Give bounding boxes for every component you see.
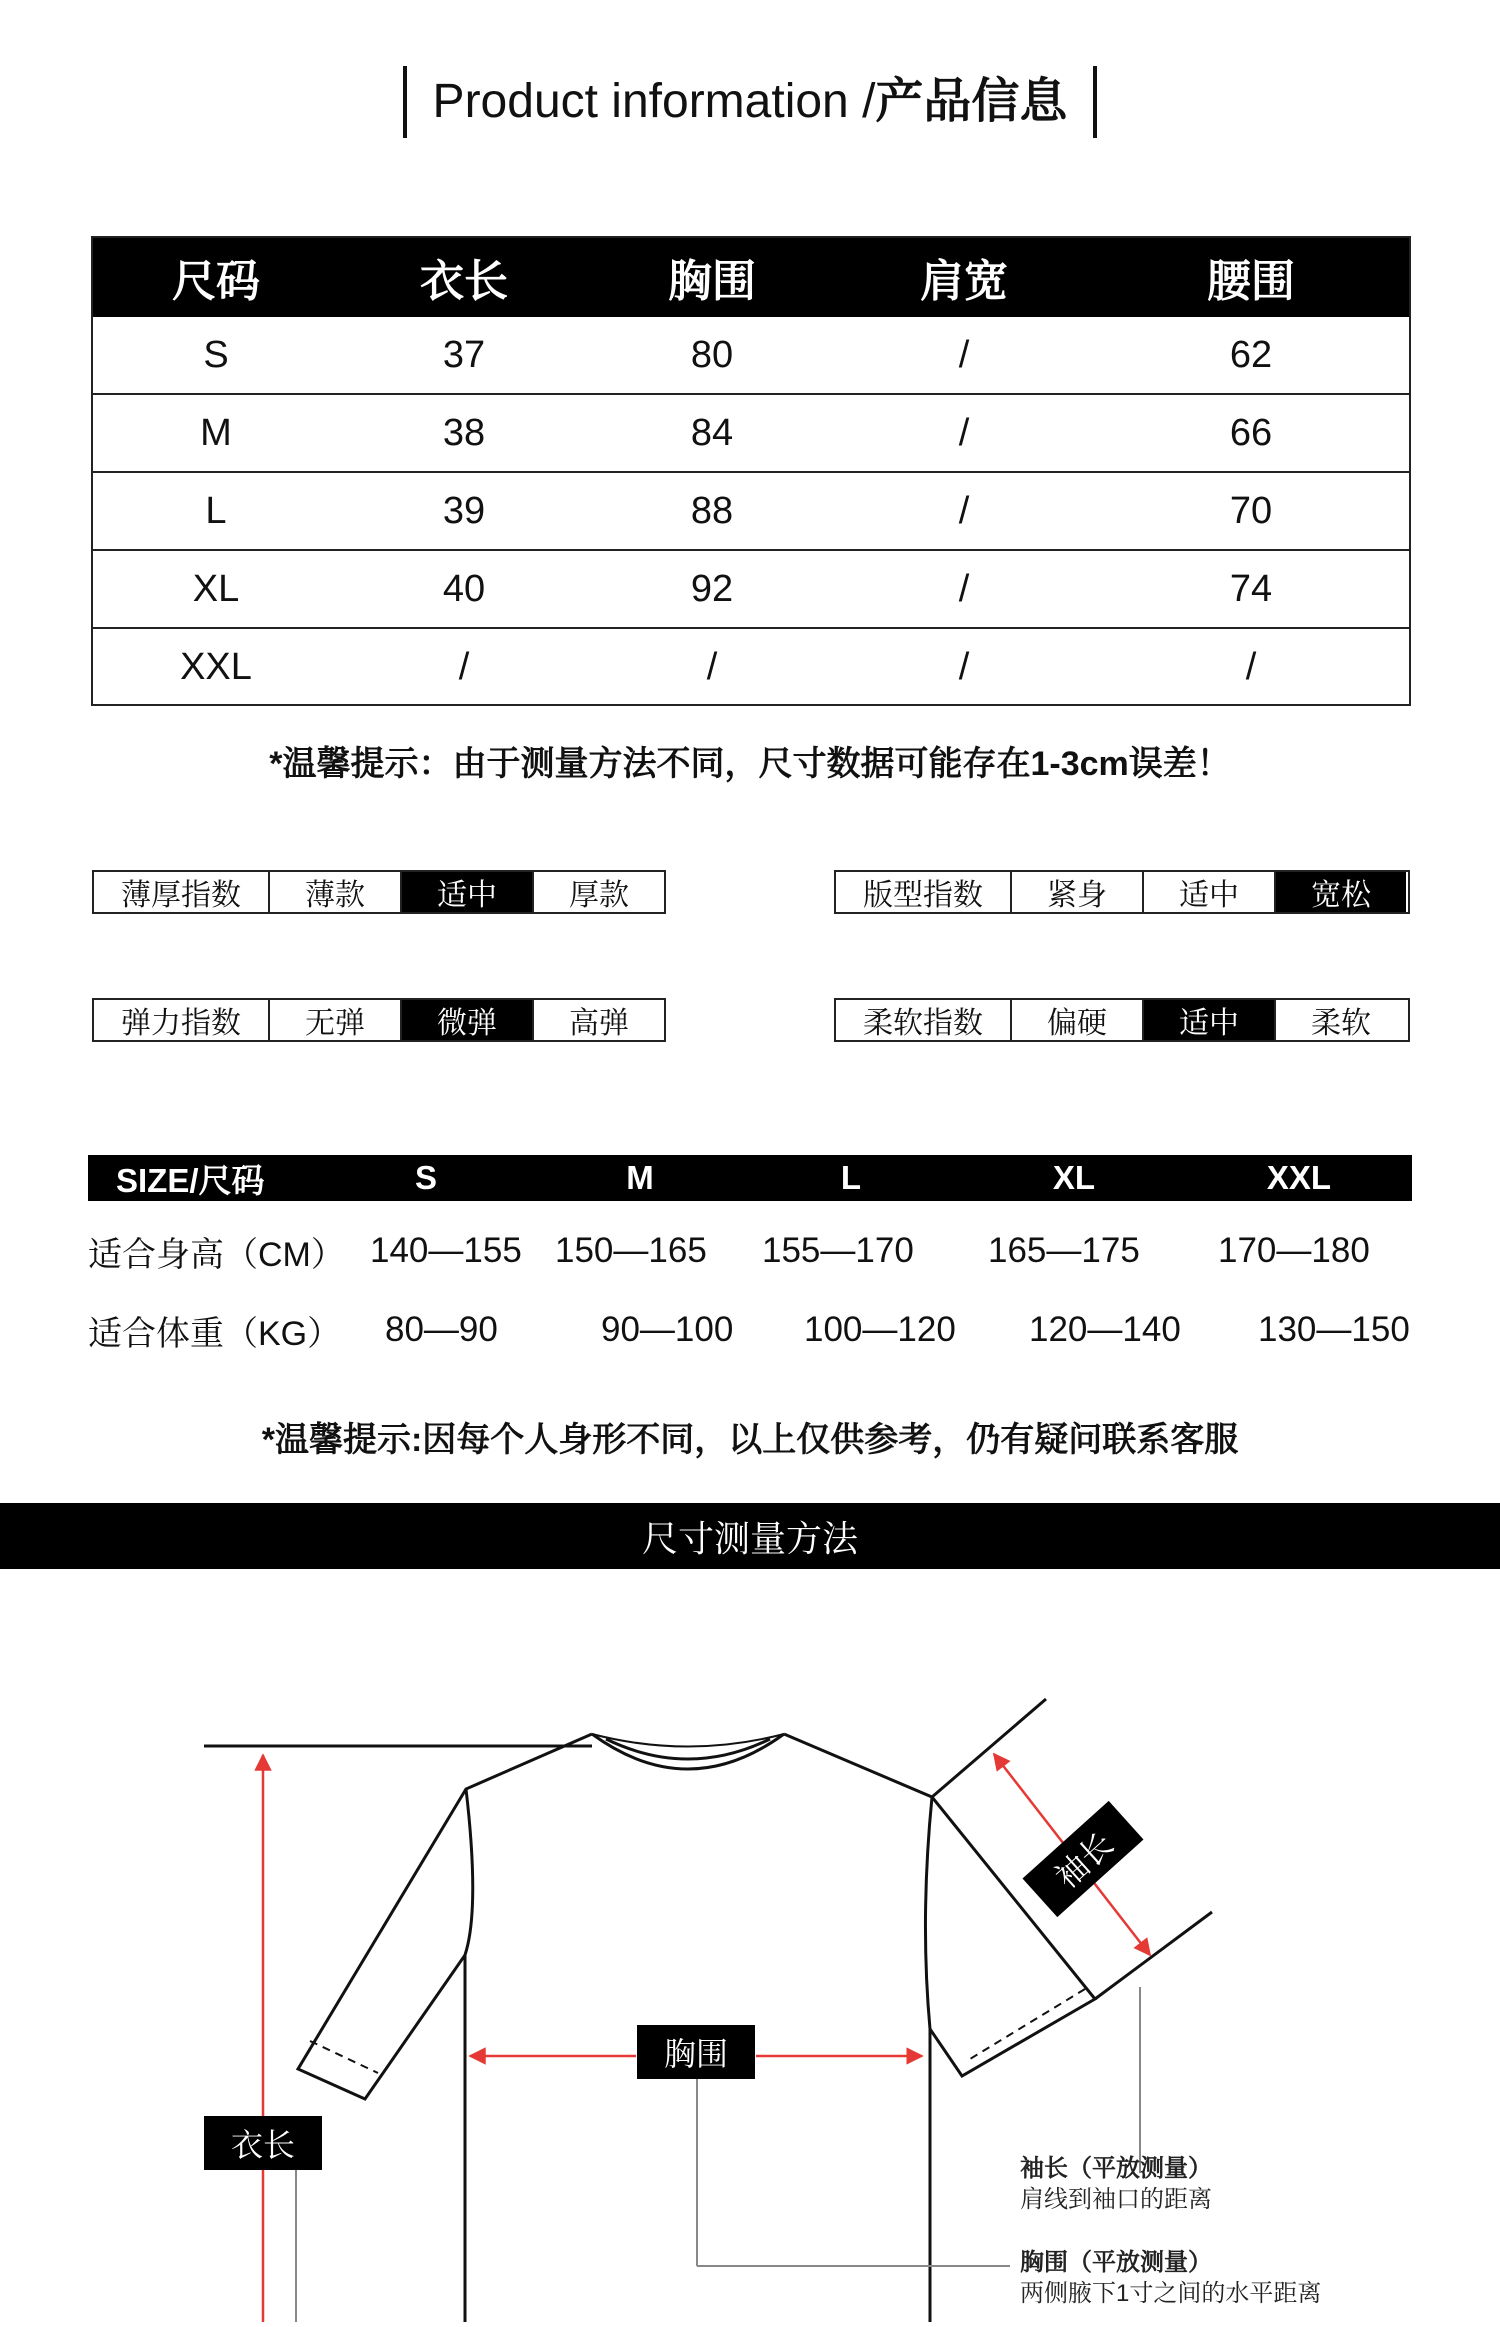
table-cell: L <box>92 472 340 550</box>
table-row <box>92 628 1410 705</box>
table-cell: S <box>92 317 340 394</box>
table-row <box>92 472 1410 550</box>
height-value: 155—170 <box>762 1231 914 1270</box>
sleeve-bottom-guide <box>1095 1912 1212 1999</box>
fit-option: 适中 <box>1142 872 1274 912</box>
table-cell: XXL <box>180 645 252 688</box>
waist-header: 腰围 <box>1092 237 1410 317</box>
size-table <box>92 237 1410 705</box>
weight-value: 130—150 <box>1258 1310 1410 1349</box>
height-value: 170—180 <box>1218 1231 1370 1270</box>
thickness-option: 适中 <box>400 872 532 912</box>
fit-index-label: 版型指数 <box>863 879 983 912</box>
title-cn: 产品信息 <box>875 75 1068 128</box>
elasticity-index-label: 弹力指数 <box>121 1007 241 1040</box>
table-cell: / <box>836 317 1092 394</box>
elasticity-option: 高弹 <box>532 1000 664 1040</box>
sleeve-top-guide <box>932 1699 1046 1797</box>
table-cell: 84 <box>588 394 836 472</box>
thickness-option: 厚款 <box>532 872 664 912</box>
measurement-diagram <box>0 1569 1500 2322</box>
fit-option: 宽松 <box>1274 872 1406 912</box>
softness-index <box>834 998 1410 1042</box>
size-col: XL <box>1052 1159 1096 1196</box>
chest-desc-title: 胸围（平放测量） <box>1020 2249 1212 2276</box>
elasticity-index <box>92 998 666 1042</box>
chest-description <box>1020 2247 1321 2309</box>
sleeve-desc-text: 肩线到袖口的距离 <box>1020 2186 1212 2213</box>
softness-index-label: 柔软指数 <box>863 1007 983 1040</box>
fit-index <box>834 870 1410 914</box>
chest-desc-text: 两侧腋下1寸之间的水平距离 <box>1020 2280 1322 2307</box>
length-tag: 衣长 <box>204 2116 322 2170</box>
size-col: L <box>840 1159 862 1196</box>
weight-value: 80—90 <box>385 1310 498 1349</box>
table-cell: / <box>1245 645 1257 688</box>
fit-option: 紧身 <box>1010 872 1142 912</box>
weight-value: 120—140 <box>1029 1310 1181 1349</box>
sleeve-tag: 袖长 <box>1023 1801 1144 1917</box>
weight-value: 90—100 <box>601 1310 734 1349</box>
reference-note: *温馨提示:因每个人身形不同，以上仅供参考，仍有疑问联系客服 <box>261 1421 1239 1459</box>
size-col: XXL <box>1266 1159 1332 1196</box>
thickness-index <box>92 870 666 914</box>
size-label: SIZE/尺码 <box>116 1161 265 1199</box>
sleeve-description <box>1020 2153 1212 2215</box>
size-col: S <box>414 1159 437 1196</box>
title-en: Product information / <box>432 75 876 128</box>
table-cell: / <box>958 645 970 688</box>
weight-label: 适合体重（KG） <box>88 1314 342 1353</box>
thickness-index-label: 薄厚指数 <box>121 879 241 912</box>
title-wrap <box>0 62 1500 142</box>
size-col: M <box>626 1159 654 1196</box>
table-cell: 88 <box>588 472 836 550</box>
section-title-measurement: 尺寸测量方法 <box>0 1503 1500 1569</box>
table-cell: 80 <box>588 317 836 394</box>
table-cell: 37 <box>340 317 588 394</box>
elasticity-option: 微弹 <box>400 1000 532 1040</box>
table-cell: 66 <box>1092 394 1410 472</box>
table-cell: 70 <box>1092 472 1410 550</box>
size-recommend-header <box>88 1155 1412 1201</box>
table-cell: 39 <box>340 472 588 550</box>
collar-outer <box>592 1734 784 1769</box>
table-cell: XL <box>92 550 340 628</box>
page-title <box>403 62 1098 142</box>
chest-tag: 胸围 <box>637 2025 755 2079</box>
softness-option: 偏硬 <box>1010 1000 1142 1040</box>
table-row <box>92 550 1410 628</box>
shirt-left-outline <box>298 1734 592 2322</box>
table-cell: 38 <box>340 394 588 472</box>
tshirt-drawing <box>0 1569 1500 2322</box>
table-cell: / <box>458 645 470 688</box>
left-armhole <box>465 1789 473 1955</box>
height-value: 140—155 <box>370 1231 522 1270</box>
table-cell: M <box>92 394 340 472</box>
shoulder-header: 肩宽 <box>836 237 1092 317</box>
table-row <box>92 394 1410 472</box>
height-value: 150—165 <box>555 1231 707 1270</box>
chest-header: 胸围 <box>588 237 836 317</box>
right-armhole <box>925 1797 932 2029</box>
table-cell: 74 <box>1092 550 1410 628</box>
table-row <box>92 317 1410 394</box>
thickness-option: 薄款 <box>268 872 400 912</box>
measurement-note: *温馨提示：由于测量方法不同，尺寸数据可能存在1-3cm误差！ <box>269 745 1231 783</box>
elasticity-option: 无弹 <box>268 1000 400 1040</box>
softness-option: 适中 <box>1142 1000 1274 1040</box>
table-cell: / <box>836 472 1092 550</box>
length-header: 衣长 <box>340 237 588 317</box>
weight-value: 100—120 <box>804 1310 956 1349</box>
table-cell: / <box>706 645 718 688</box>
table-cell: 62 <box>1092 317 1410 394</box>
sleeve-desc-title: 袖长（平放测量） <box>1020 2155 1212 2182</box>
size-header: 尺码 <box>92 237 340 317</box>
right-hem-stitch <box>970 1989 1085 2059</box>
table-cell: / <box>836 394 1092 472</box>
table-cell: / <box>836 550 1092 628</box>
height-row <box>88 1226 1412 1276</box>
table-cell: 92 <box>588 550 836 628</box>
height-label: 适合身高（CM） <box>88 1235 345 1274</box>
table-cell: 40 <box>340 550 588 628</box>
left-hem-stitch <box>310 2041 378 2073</box>
weight-row <box>88 1305 1412 1355</box>
softness-option: 柔软 <box>1274 1000 1406 1040</box>
height-value: 165—175 <box>988 1231 1140 1270</box>
